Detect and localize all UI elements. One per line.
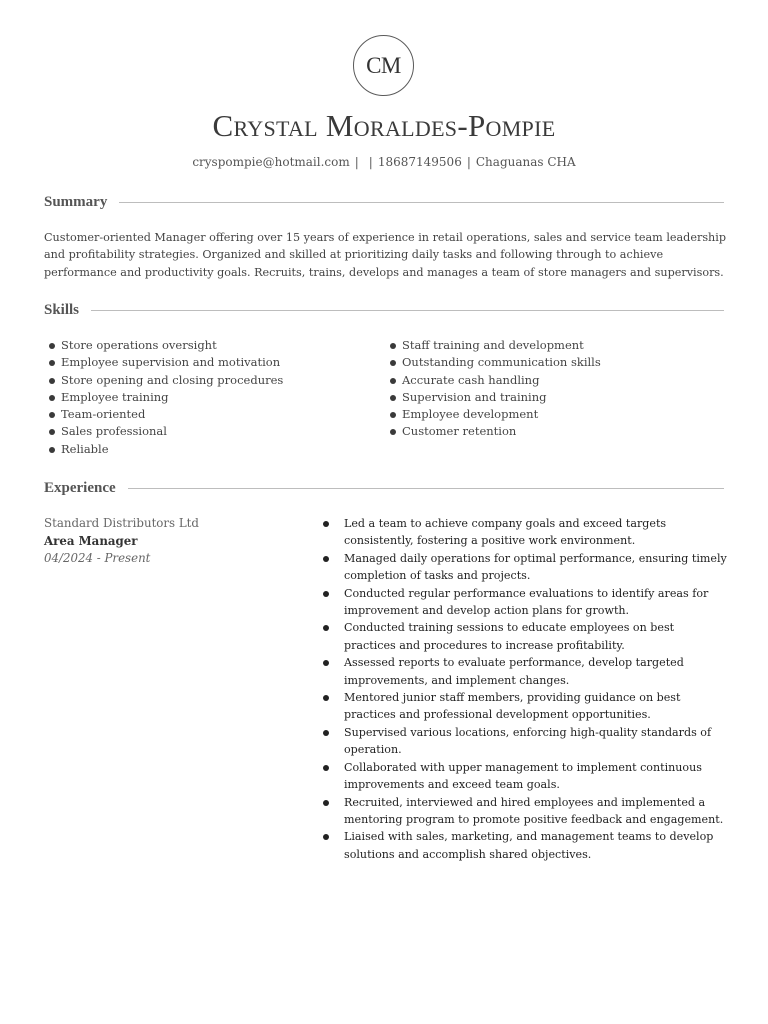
job-bullet: Recruited, interviewed and hired employees and implemented a mentoring program to promote positive feedback and engagement. [344, 794, 729, 829]
skill-item: Employee development [385, 406, 601, 423]
summary-heading [44, 194, 724, 211]
job-bullet: Led a team to achieve company goals and exceed targets consistently, fostering a positive work environment. [344, 515, 729, 550]
job-bullets [344, 515, 729, 863]
job-bullet: Conducted regular performance evaluations to identify areas for improvement and develop action plans for growth. [344, 585, 729, 620]
job-bullet: Mentored junior staff members, providing guidance on best practices and professional development opportunities. [344, 689, 729, 724]
contact-line [0, 155, 768, 169]
skill-item: Team-oriented [44, 406, 283, 423]
experience-title: Experience [44, 480, 116, 496]
job-title: Area Manager [44, 533, 138, 548]
section-divider [91, 310, 724, 311]
skills-list-left [44, 337, 283, 458]
job-bullet: Assessed reports to evaluate performance, develop targeted improvements, and implement changes. [344, 654, 729, 689]
monogram-logo: CM [353, 35, 414, 96]
summary-text: Customer-oriented Manager offering over 15 years of experience in retail operations, sales and service team leadership and profitability strategies. Organized and skilled at prioritizing daily tasks and following through to achieve performance and productivity goals. Recruits, trains, develops and manages a team of store managers and supervisors. [44, 231, 727, 279]
skill-item: Staff training and development [385, 337, 601, 354]
skills-title: Skills [44, 302, 80, 318]
skill-item: Accurate cash handling [385, 372, 601, 389]
location-text: Chaguanas CHA [475, 155, 576, 169]
job-dates: 04/2024 - Present [44, 551, 151, 565]
job-bullet: Collaborated with upper management to implement continuous improvements and exceed team goals. [344, 759, 729, 794]
company-name: Standard Distributors Ltd [44, 516, 199, 530]
job-bullet: Managed daily operations for optimal performance, ensuring timely completion of tasks and projects. [344, 550, 729, 585]
skill-item: Store opening and closing procedures [44, 372, 283, 389]
skills-list-right [385, 337, 601, 441]
contact-separator: | [368, 155, 373, 169]
candidate-name: Crystal Moraldes-Pompie [212, 108, 556, 143]
skill-item: Outstanding communication skills [385, 354, 601, 371]
job-bullet: Supervised various locations, enforcing high-quality standards of operation. [344, 724, 729, 759]
skill-item: Sales professional [44, 423, 283, 440]
skill-item: Store operations oversight [44, 337, 283, 354]
skill-item: Reliable [44, 441, 283, 458]
job-bullet: Conducted training sessions to educate employees on best practices and procedures to increase profitability. [344, 619, 729, 654]
skill-item: Supervision and training [385, 389, 601, 406]
summary-title: Summary [44, 194, 108, 210]
skill-item: Employee supervision and motivation [44, 354, 283, 371]
contact-separator: | [354, 155, 359, 169]
email-link[interactable]: cryspompie@hotmail.com [192, 155, 350, 169]
contact-separator: | [466, 155, 471, 169]
job-bullet: Liaised with sales, marketing, and management teams to develop solutions and accomplish shared objectives. [344, 828, 729, 863]
job-meta [44, 515, 199, 568]
skill-item: Employee training [44, 389, 283, 406]
phone-text: 18687149506 [377, 155, 462, 169]
section-divider [128, 488, 724, 489]
skills-heading [44, 302, 724, 319]
section-divider [119, 202, 724, 203]
experience-heading [44, 480, 724, 497]
skill-item: Customer retention [385, 423, 601, 440]
